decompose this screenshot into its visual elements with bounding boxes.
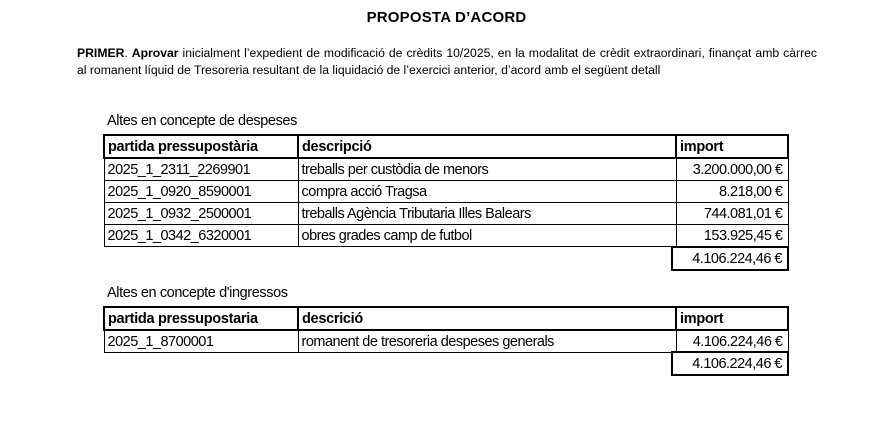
cell-descripcio: obres grades camp de futbol [298,225,676,247]
cell-import: 4.106.224,46 € [676,330,788,353]
despeses-header-row [104,135,788,158]
despeses-section-label: Altes en concepte de despeses [107,113,297,129]
intro-lead: PRIMER [77,46,125,60]
despeses-header-partida: partida pressupostària [104,135,298,158]
table-row [104,203,788,225]
cell-partida: 2025_1_8700001 [104,330,298,353]
cell-descripcio: treballs per custòdia de menors [298,158,676,181]
cell-descripcio: treballs Agència Tributaria Illes Balears [298,203,676,225]
ingressos-header-descricio: descrició [298,307,676,330]
cell-partida: 2025_1_0920_8590001 [104,181,298,203]
cell-import: 8.218,00 € [676,181,788,203]
ingressos-header-import: import [676,307,788,330]
intro-text: inicialment l’expedient de modificació de crèdits 10/2025, en la modalitat de crèdit extraordinari, finançat amb càrrec al romanent líquid de Tresoreria resultant de la liquidació de l’exercici anterior, d’acord amb el següent detall [77,46,817,77]
despeses-total: 4.106.224,46 € [672,247,788,270]
cell-import: 153.925,45 € [676,225,788,247]
cell-partida: 2025_1_0932_2500001 [104,203,298,225]
cell-import: 744.081,01 € [676,203,788,225]
intro-verb: Aprovar [131,46,179,60]
despeses-table [103,134,789,247]
table-row [104,181,788,203]
table-row [104,225,788,247]
cell-descripcio: compra acció Tragsa [298,181,676,203]
cell-descripcio: romanent de tresoreria despeses generals [298,330,676,353]
table-row [104,158,788,181]
despeses-header-descripcio: descripció [298,135,676,158]
table-row [104,330,788,353]
ingressos-header-row [104,307,788,330]
ingressos-total-box [671,351,789,376]
cell-partida: 2025_1_0342_6320001 [104,225,298,247]
intro-lead-punct: . [124,46,132,60]
ingressos-header-partida: partida pressupostaria [104,307,298,330]
intro-paragraph [77,45,817,79]
cell-partida: 2025_1_2311_2269901 [104,158,298,181]
page-title: PROPOSTA D’ACORD [366,9,527,26]
ingressos-total: 4.106.224,46 € [672,352,788,375]
ingressos-section-label: Altes en concepte d'ingressos [107,285,288,301]
despeses-header-import: import [676,135,788,158]
cell-import: 3.200.000,00 € [676,158,788,181]
despeses-total-box [671,246,789,271]
ingressos-table [103,306,789,353]
